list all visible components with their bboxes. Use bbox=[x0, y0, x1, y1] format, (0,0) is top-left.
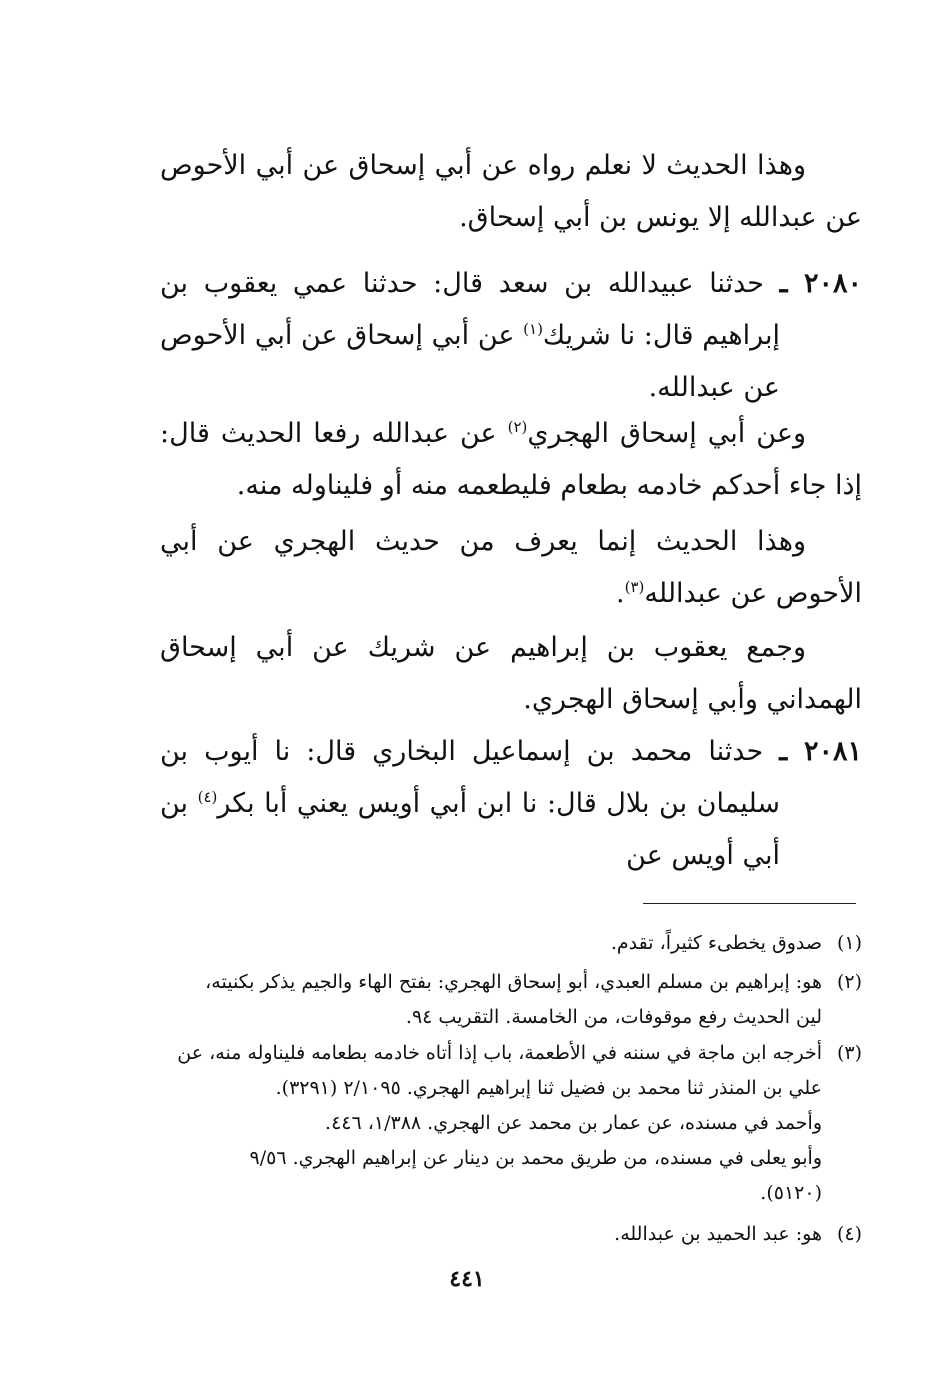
paragraph-hajari-note: وهذا الحديث إنما يعرف من حديث الهجري عن أبي الأحوص عن عبدالله$^{(٣)}$. bbox=[160, 526, 862, 609]
page-number: ٤٤١ bbox=[449, 1266, 485, 1292]
paragraph-hajari-chain: وعن أبي إسحاق الهجري$^{(٢)}$ عن عبدالله رفعا الحديث قال: إذا جاء أحدكم خادمه بطعام فليطعمه منه أو فليناوله منه. bbox=[160, 418, 862, 501]
footnote-3: (٣)أخرجه ابن ماجة في سننه في الأطعمة، باب إذا أتاه خادمه بطعامه فليناوله منه، عن علي بن المنذر ثنا محمد بن فضيل ثنا إبراهيم الهجري. ٢/١٠٩٥ (٣٢٩١). وأحمد في مسنده، عن عمار بن محمد عن الهجري. ١/٣٨٨، ٤٤٦. وأبو يعلى في مسنده، من طريق محمد بن دينار عن إبراهيم الهجري. ٩/٥٦ (٥١٢٠). bbox=[160, 1036, 862, 1211]
footnote-ref-2[interactable]: (٢) bbox=[507, 418, 528, 436]
footnote-ref-4[interactable]: (٤) bbox=[197, 788, 218, 806]
footnote-label: (٢) bbox=[836, 971, 862, 993]
footnote-1: (١)صدوق يخطىء كثيراً، تقدم. bbox=[160, 926, 862, 961]
footnote-ref-1[interactable]: (١) bbox=[523, 320, 543, 338]
footnote-label: (٤) bbox=[836, 1223, 862, 1245]
footnote-ref-3[interactable]: (٣) bbox=[624, 578, 645, 596]
paragraph-closing-note: وهذا الحديث لا نعلم رواه عن أبي إسحاق عن أبي الأحوص عن عبدالله إلا يونس بن أبي إسحاق. bbox=[160, 150, 862, 233]
footnote-label: (١) bbox=[836, 932, 862, 954]
hadith-2080: ٢٠٨٠ ـ حدثنا عبيدالله بن سعد قال: حدثنا عمي يعقوب بن إبراهيم قال: نا شريك$^{(١)}$ عن أبي إسحاق عن أبي الأحوص عن عبدالله. bbox=[160, 268, 862, 403]
footnote-2: (٢)هو: إبراهيم بن مسلم العبدي، أبو إسحاق الهجري: بفتح الهاء والجيم يذكر بكنيته، لين الحديث رفع موقوفات، من الخامسة. التقريب ٩٤. bbox=[160, 965, 862, 1035]
footnote-label: (٣) bbox=[836, 1042, 862, 1064]
paragraph-yaqub-note: وجمع يعقوب بن إبراهيم عن شريك عن أبي إسحاق الهمداني وأبي إسحاق الهجري. bbox=[160, 632, 862, 715]
hadith-number: ٢٠٨٠ ـ bbox=[779, 268, 862, 299]
hadith-2081: ٢٠٨١ ـ حدثنا محمد بن إسماعيل البخاري قال: نا أيوب بن سليمان بن بلال قال: نا ابن أبي أويس يعني أبا بكر$^{(٤)}$ بن أبي أويس عن bbox=[160, 736, 863, 871]
footnote-4: (٤)هو: عبد الحميد بن عبدالله. bbox=[160, 1217, 862, 1252]
hadith-number: ٢٠٨١ ـ bbox=[779, 736, 863, 767]
footnote-separator bbox=[643, 903, 856, 904]
